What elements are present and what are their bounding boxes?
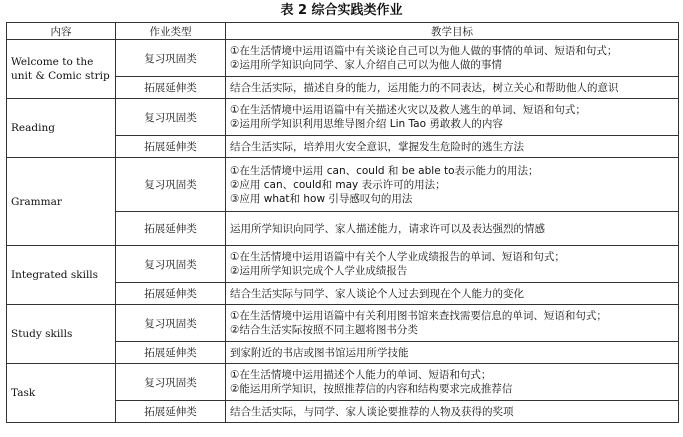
type-cell: 拓展延伸类 [116,77,226,99]
goal-line: ①在生活情境中运用语篇中有关描述火灾以及救人逃生的单词、短语和句式； [230,104,586,116]
goal-line: ①在生活情境中运用描述个人能力的单词、短语和句式； [230,369,492,381]
goal-line: ①在生活情境中运用语篇中有关利用图书馆来查找需要信息的单词、短语和句式； [230,310,607,322]
goal-line: ②应用 can、could和 may 表示许可的用法； [230,178,446,191]
type-cell: 拓展延伸类 [116,283,226,305]
table-row [7,158,679,212]
goal-line: ②运用所学知识向同学、家人介绍自己可以为他人做的事情 [230,59,502,71]
goal-cell [226,364,679,401]
goal-line: ②能运用所学知识，按照推荐信的内容和结构要求完成推荐信 [230,383,513,395]
section-content-cell: Task [7,364,116,423]
goal-cell [226,283,679,305]
goal-cell [226,401,679,423]
goal-line: ②运用所学知识完成个人学业成绩报告 [230,265,408,277]
section-content-cell: Welcome to the unit & Comic strip [7,40,116,99]
goal-line: ②运用所学知识利用思维导图介绍 Lin Tao 勇敢救人的内容 [230,118,503,130]
goal-cell [226,40,679,77]
goal-line: 结合生活实际，描述自身的能力，运用能力的不同表达，树立关心和帮助他人的意识 [230,81,619,94]
goal-line: ②结合生活实际按照不同主题将图书分类 [230,324,418,336]
goal-cell [226,342,679,364]
type-cell: 复习巩固类 [116,364,226,401]
goal-line: 结合生活实际，与同学、家人谈论要推荐的人物及获得的奖项 [230,405,514,418]
homework-table [6,22,679,423]
goal-line: ①在生活情境中运用语篇中有关谈论自己可以为他人做的事情的单词、短语和句式； [230,45,618,57]
goal-line: 结合生活实际，培养用火安全意识，掌握发生危险时的逃生方法 [230,140,524,153]
goal-cell [226,158,679,212]
goal-line: ③应用 what和 how 引导感叹句的用法 [230,192,413,205]
section-content-cell: Integrated skills [7,246,116,305]
type-cell: 复习巩固类 [116,158,226,212]
goal-line: 结合生活实际与同学、家人谈论个人过去到现在个人能力的变化 [230,287,524,300]
table-row [7,40,679,77]
goal-cell [226,246,679,283]
section-content-cell: Grammar [7,158,116,246]
goal-line: ①在生活情境中运用 can、could 和 be able to表示能力的用法； [230,164,539,177]
goal-line: 运用所学知识向同学、家人描述能力，请求许可以及表达强烈的情感 [230,222,545,235]
type-cell: 拓展延伸类 [116,401,226,423]
goal-cell [226,136,679,158]
type-cell: 复习巩固类 [116,305,226,342]
goal-line: ①在生活情境中运用语篇中有关个人学业成绩报告的单词、短语和句式； [230,251,565,263]
table-row [7,246,679,283]
header-row [7,23,679,40]
section-content-cell: Study skills [7,305,116,364]
type-cell: 拓展延伸类 [116,342,226,364]
header-content: 内容 [7,23,116,40]
type-cell: 拓展延伸类 [116,212,226,246]
goal-cell [226,99,679,136]
goal-cell [226,305,679,342]
table-row [7,305,679,342]
table-caption: 表 2 综合实践类作业 [280,3,403,18]
table-row [7,364,679,401]
header-type: 作业类型 [116,23,226,40]
type-cell: 复习巩固类 [116,40,226,77]
goal-line: 到家附近的书店或图书馆运用所学技能 [230,346,409,359]
goal-cell [226,212,679,246]
section-content-cell: Reading [7,99,116,158]
header-goal: 教学目标 [226,23,679,40]
goal-cell [226,77,679,99]
type-cell: 复习巩固类 [116,99,226,136]
type-cell: 拓展延伸类 [116,136,226,158]
type-cell: 复习巩固类 [116,246,226,283]
table-row [7,99,679,136]
